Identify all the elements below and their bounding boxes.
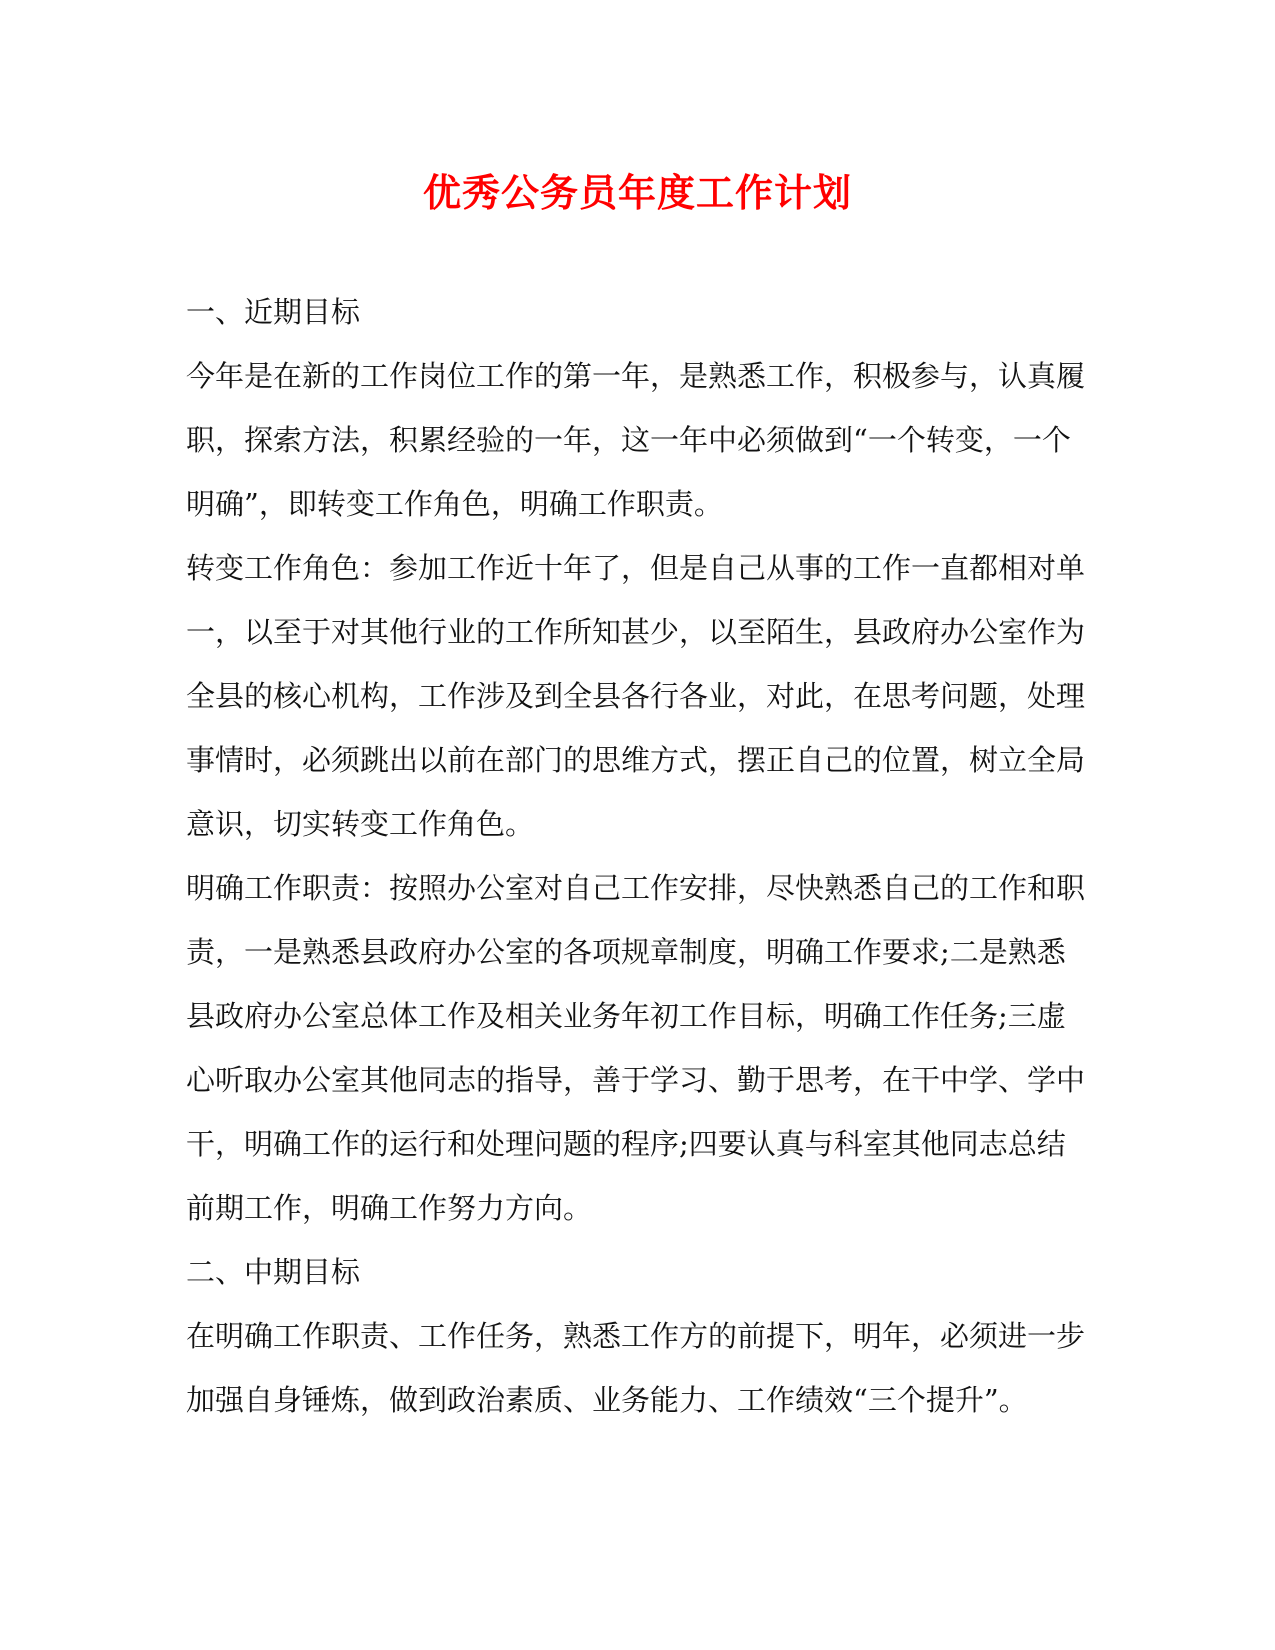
- document-title: 优秀公务员年度工作计划: [422, 170, 852, 215]
- paragraph-near-term-intro: 今年是在新的工作岗位工作的第一年，是熟悉工作，积极参与，认真履 职，探索方法，积累经验的一年，这一年中必须做到“一个转变，一个 明确”，即转变工作角色，明确工作职责。: [186, 359, 1086, 521]
- section-heading-near-term: 一、近期目标: [186, 295, 361, 329]
- document-body: [186, 280, 1090, 1432]
- paragraph-mid-term-intro: 在明确工作职责、工作任务，熟悉工作方的前提下，明年，必须进一步 加强自身锤炼，做到政治素质、业务能力、工作绩效“三个提升”。: [186, 1319, 1086, 1417]
- paragraph-duties: 明确工作职责：按照办公室对自己工作安排，尽快熟悉自己的工作和职 责，一是熟悉县政府办公室的各项规章制度，明确工作要求;二是熟悉 县政府办公室总体工作及相关业务年初工作目标，明确工作任务;三虚 心听取办公室其他同志的指导，善于学习、勤于思考，在干中学、学中 干，明确工作的运行和处理问题的程序;四要认真与科室其他同志总结 前期工作，明确工作努力方向。: [186, 871, 1086, 1225]
- paragraph-role-change: 转变工作角色：参加工作近十年了，但是自己从事的工作一直都相对单 一，以至于对其他行业的工作所知甚少，以至陌生，县政府办公室作为 全县的核心机构，工作涉及到全县各行各业，对此，在思考问题，处理 事情时，必须跳出以前在部门的思维方式，摆正自己的位置，树立全局 意识，切实转变工作角色。: [186, 551, 1086, 841]
- section-heading-mid-term: 二、中期目标: [186, 1255, 361, 1289]
